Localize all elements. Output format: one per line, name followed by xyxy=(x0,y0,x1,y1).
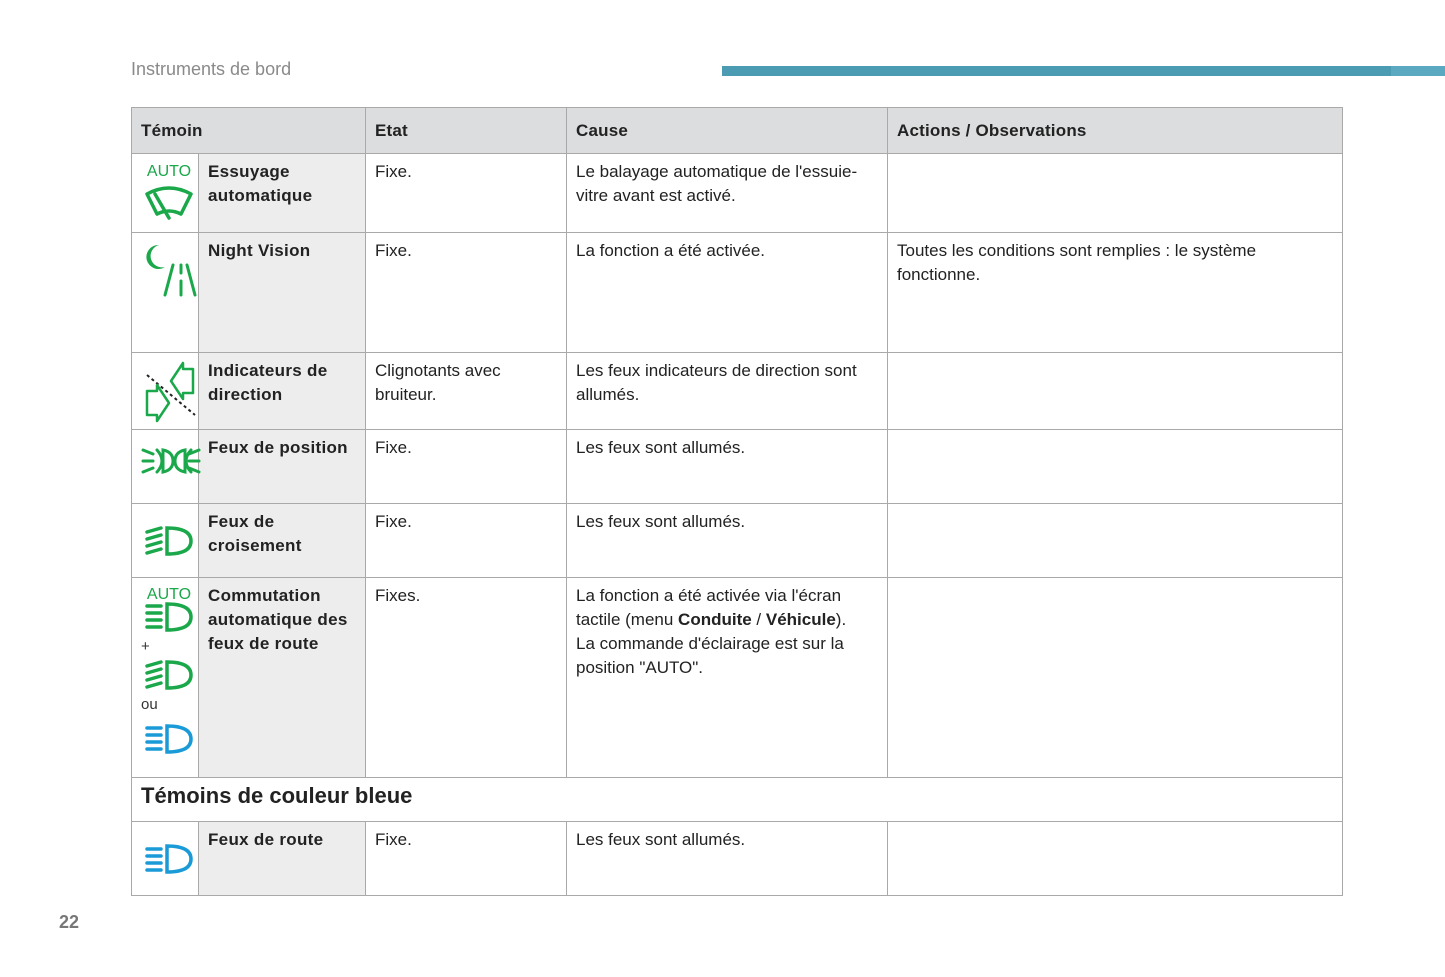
header-accent-bar xyxy=(722,66,1445,76)
high-beam-icon xyxy=(141,722,197,758)
signal-state: Clignotants avec bruiteur. xyxy=(366,353,567,430)
signal-actions xyxy=(888,578,1343,778)
section-row xyxy=(132,778,1343,822)
dipped-beam-icon xyxy=(141,658,197,694)
signal-state: Fixe. xyxy=(366,154,567,233)
signal-state: Fixe. xyxy=(366,504,567,578)
table-row xyxy=(132,233,1343,353)
signal-cause: Les feux indicateurs de direction sont allumés. xyxy=(567,353,888,430)
icon-cell xyxy=(132,822,199,896)
dipped-beam-icon xyxy=(141,518,197,568)
icon-cell xyxy=(132,154,199,233)
auto-caption: AUTO xyxy=(146,163,192,180)
warning-lights-table xyxy=(131,107,1343,896)
icon-cell xyxy=(132,504,199,578)
icon-cell xyxy=(132,353,199,430)
blue-section-title: Témoins de couleur bleue xyxy=(132,778,1343,822)
signal-cause: Les feux sont allumés. xyxy=(567,430,888,504)
auto-caption: AUTO xyxy=(146,586,192,603)
signal-actions: Toutes les conditions sont remplies : le système fonctionne. xyxy=(888,233,1343,353)
signal-name: Feux de croisement xyxy=(199,504,366,578)
header-actions: Actions / Observations xyxy=(888,108,1343,154)
night-vision-icon xyxy=(141,239,197,303)
signal-state: Fixe. xyxy=(366,233,567,353)
signal-actions xyxy=(888,154,1343,233)
signal-cause: Les feux sont allumés. xyxy=(567,504,888,578)
table-row xyxy=(132,504,1343,578)
signal-cause xyxy=(567,578,888,778)
signal-name: Indicateurs de direction xyxy=(199,353,366,430)
signal-cause: La fonction a été activée. xyxy=(567,233,888,353)
position-lights-icon xyxy=(141,436,201,486)
signal-name: Essuyage automatique xyxy=(199,154,366,233)
table-row xyxy=(132,822,1343,896)
header-etat: Etat xyxy=(366,108,567,154)
header-temoin: Témoin xyxy=(132,108,366,154)
signal-actions xyxy=(888,504,1343,578)
table-row xyxy=(132,430,1343,504)
signal-state: Fixe. xyxy=(366,822,567,896)
page-number: 22 xyxy=(59,912,80,932)
or-label: ou xyxy=(141,696,158,713)
signal-cause: Les feux sont allumés. xyxy=(567,822,888,896)
signal-state: Fixes. xyxy=(366,578,567,778)
signal-actions xyxy=(888,430,1343,504)
icon-cell xyxy=(132,430,199,504)
icon-cell xyxy=(132,233,199,353)
cause-text: La fonction a été activée via l'écran tactile (menu xyxy=(576,586,842,629)
menu-vehicule: Véhicule xyxy=(765,610,836,629)
signal-cause: Le balayage automatique de l'essuie-vitre avant est activé. xyxy=(567,154,888,233)
signal-actions xyxy=(888,822,1343,896)
section-title: Instruments de bord xyxy=(131,59,292,79)
signal-name: Commutation automatique des feux de route xyxy=(199,578,366,778)
table-header-row xyxy=(132,108,1343,154)
header-cause: Cause xyxy=(567,108,888,154)
plus-label: + xyxy=(141,638,150,655)
icon-cell xyxy=(132,578,199,778)
cause-text: ). xyxy=(835,610,847,629)
auto-high-beam-icon xyxy=(141,584,197,636)
table-row xyxy=(132,154,1343,233)
direction-indicators-icon xyxy=(141,359,197,423)
high-beam-icon xyxy=(141,836,197,886)
cause-separator: / xyxy=(751,610,766,629)
signal-name: Feux de position xyxy=(199,430,366,504)
auto-wiper-icon xyxy=(141,160,197,226)
signal-name: Night Vision xyxy=(199,233,366,353)
signal-actions xyxy=(888,353,1343,430)
signal-name: Feux de route xyxy=(199,822,366,896)
signal-state: Fixe. xyxy=(366,430,567,504)
cause-text: La commande d'éclairage est sur la position "AUTO". xyxy=(576,634,844,677)
table-row xyxy=(132,578,1343,778)
menu-conduite: Conduite xyxy=(678,610,752,629)
table-row xyxy=(132,353,1343,430)
